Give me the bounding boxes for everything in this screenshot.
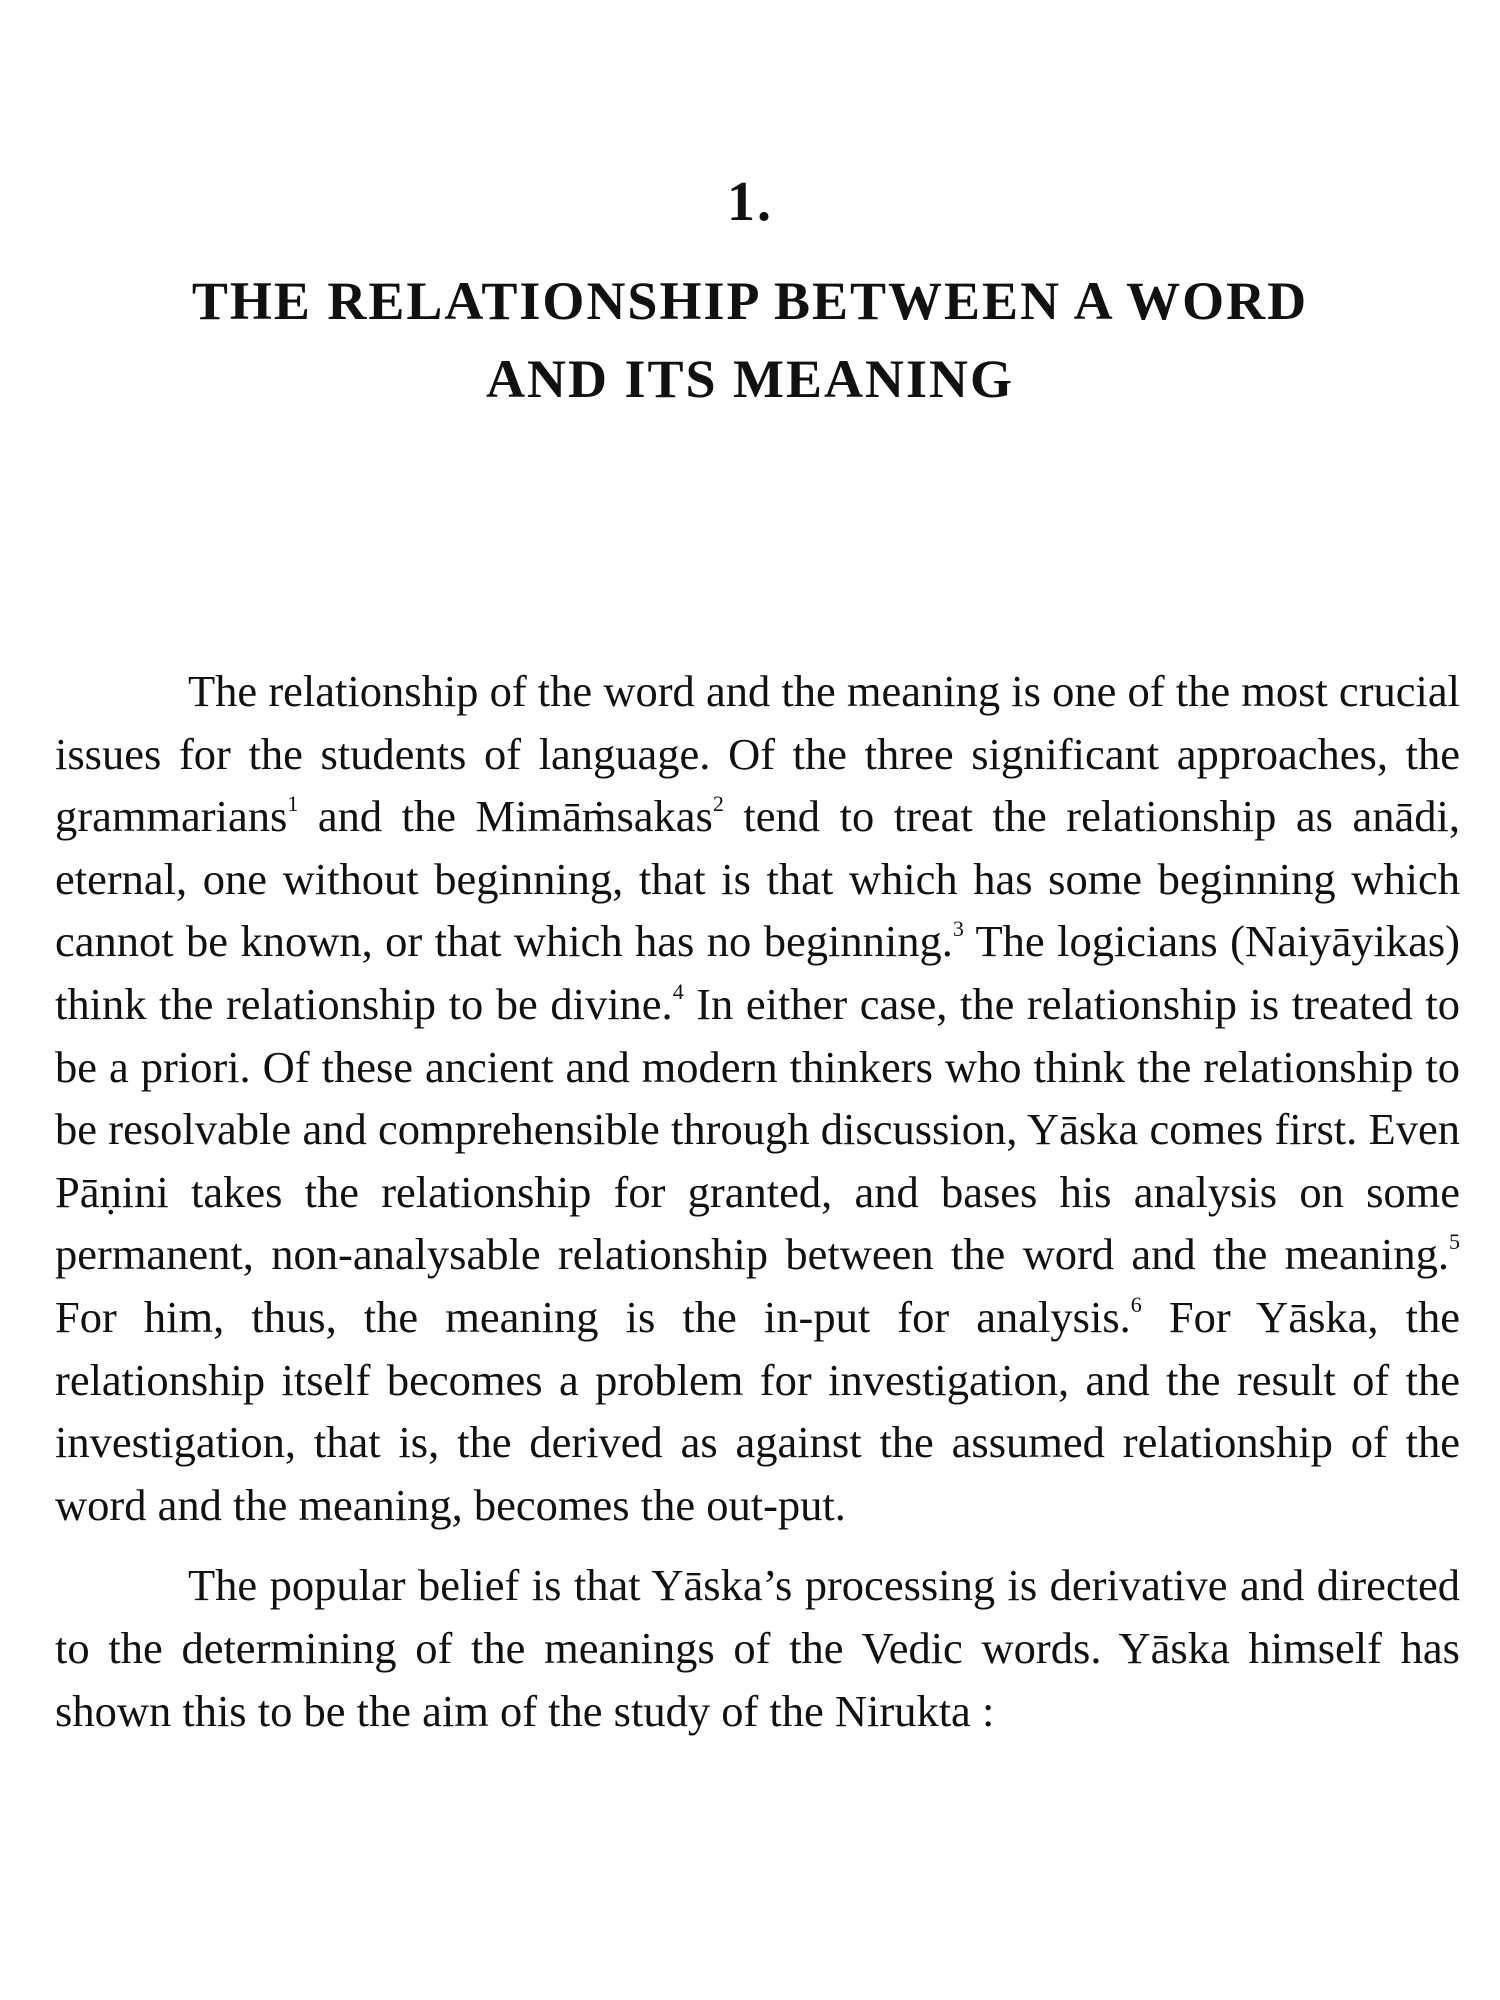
paragraph-text: For him, thus, the meaning is the in-put for analysis.: [55, 1291, 1131, 1342]
paragraph-text: For Yāska, the relationship itself becomes a problem for investigation, and the result of the investigation, that is, the derived as against the assumed relationship of the word and the meaning, becomes the out-put.: [55, 1291, 1460, 1530]
paragraph-text: tend to treat the relationship as anādi, eternal, one without beginning, that is that which has some beginning which cannot be known, or that which has no beginning.: [55, 791, 1460, 967]
footnote-marker: 5: [1449, 1229, 1460, 1255]
chapter-number: 1.: [727, 171, 773, 233]
paragraph: [55, 660, 1460, 1536]
paragraph: [55, 1554, 1460, 1742]
body-text: [55, 660, 1460, 1760]
chapter-title-line-2: AND ITS MEANING: [485, 349, 1015, 409]
paragraph-text: The logicians (Naiyāyikas) think the relationship to be divine.: [55, 916, 1460, 1029]
paragraph-text: and the Mimāṁsakas: [298, 791, 713, 842]
paragraph-text: In either case, the relationship is treated to be a priori. Of these ancient and modern thinkers who think the relationship to be resolvable and comprehensible through discussion, Yāska comes first. Even Pāṇini takes the relationship for granted, and bases his analysis on some permanent, non-analysable relationship between the word and the meaning.: [55, 978, 1460, 1280]
chapter-title: [0, 262, 1500, 418]
chapter-title-line-1: THE RELATIONSHIP BETWEEN A WORD: [191, 271, 1309, 331]
footnote-marker: 6: [1130, 1291, 1142, 1317]
footnote-marker: 1: [287, 791, 299, 817]
footnote-marker: 2: [712, 791, 724, 817]
paragraph-text: The popular belief is that Yāska’s processing is derivative and directed to the determining of the meanings of the Vedic words. Yāska himself has shown this to be the aim of the study of the Nirukta :: [55, 1560, 1460, 1736]
paragraph-text: The relationship of the word and the meaning is one of the most crucial issues for the students of language. Of the three significant approaches, the grammarians: [55, 666, 1460, 842]
footnote-marker: 3: [952, 916, 964, 942]
footnote-marker: 4: [672, 978, 684, 1004]
